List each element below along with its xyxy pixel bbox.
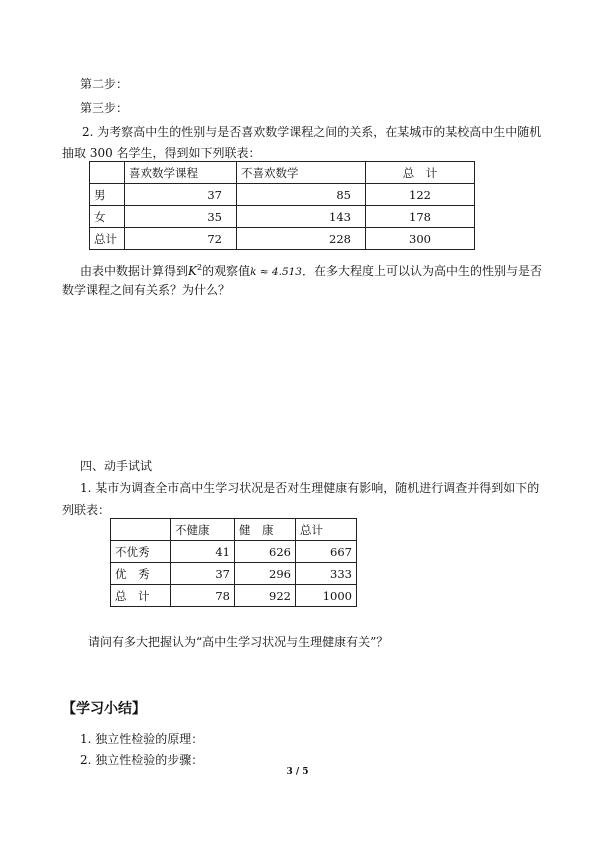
- gender-math-contingency-table: [89, 161, 475, 250]
- table-cell: 72: [125, 228, 237, 250]
- table-cell: 女: [90, 206, 125, 228]
- table-header-cell: 不喜欢数学: [237, 162, 366, 184]
- table-cell: 35: [125, 206, 237, 228]
- table-cell: 1000: [296, 585, 357, 607]
- study-health-contingency-table: [110, 518, 357, 607]
- table-row: [90, 184, 475, 206]
- question-2-line-1: 2. 为考察高中生的性别与是否喜欢数学课程之间的关系，在某城市的某校高中生中随机: [82, 125, 542, 139]
- k-squared-symbol: K: [188, 264, 197, 278]
- table-cell: 优 秀: [111, 563, 171, 585]
- table-cell: 37: [171, 563, 235, 585]
- table-header-cell: 总 计: [366, 162, 475, 184]
- table-cell: 37: [125, 184, 237, 206]
- k-observed-value: k ≈ 4.513: [250, 266, 302, 278]
- table-row: [111, 585, 357, 607]
- table-cell: 296: [235, 563, 296, 585]
- question-2-line-3: [80, 260, 542, 280]
- table-cell: 总 计: [111, 585, 171, 607]
- table-cell: 122: [366, 184, 475, 206]
- summary-item-2: 2. 独立性检验的步骤：: [80, 753, 204, 767]
- step-two-label: 第二步：: [80, 77, 129, 91]
- section-4-title: 四、动手试试: [80, 459, 153, 473]
- table-cell: 922: [235, 585, 296, 607]
- practice-question-text: 请问有多大把握认为“高中生学习状况与生理健康有关”？: [88, 635, 389, 649]
- table-row: [90, 206, 475, 228]
- table-cell: 300: [366, 228, 475, 250]
- table-header-row: [90, 162, 475, 184]
- table-header-cell: [111, 519, 171, 541]
- table-row: [111, 563, 357, 585]
- table-cell: 626: [235, 541, 296, 563]
- table-header-cell: 总计: [296, 519, 357, 541]
- table-row: [111, 541, 357, 563]
- question-2-text-a: 由表中数据计算得到: [80, 264, 189, 278]
- table-header-cell: 不健康: [171, 519, 235, 541]
- summary-item-1: 1. 独立性检验的原理：: [80, 732, 204, 746]
- question-2-line-4: 数学课程之间有关系？为什么？: [62, 283, 231, 297]
- question-2-text-b: 的观察值: [202, 264, 251, 278]
- table-cell: 男: [90, 184, 125, 206]
- table-cell: 41: [171, 541, 235, 563]
- table-cell: 667: [296, 541, 357, 563]
- table-cell: 228: [237, 228, 366, 250]
- table-cell: 78: [171, 585, 235, 607]
- table-row: [90, 228, 475, 250]
- practice-question-1-line-1: 1. 某市为调查全市高中生学习状况是否对生理健康有影响，随机进行调查并得到如下的: [80, 481, 540, 495]
- table-header-cell: 健 康: [235, 519, 296, 541]
- table-header-cell: [90, 162, 125, 184]
- table-cell: 143: [237, 206, 366, 228]
- table-cell: 85: [237, 184, 366, 206]
- table-header-row: [111, 519, 357, 541]
- practice-question-1-line-2: 列联表：: [62, 503, 111, 517]
- table-cell: 333: [296, 563, 357, 585]
- table-cell: 178: [366, 206, 475, 228]
- k-squared-exponent: 2: [196, 263, 203, 272]
- table-cell: 总计: [90, 228, 125, 250]
- step-three-label: 第三步：: [80, 101, 129, 115]
- question-2-line-2: 抽取 300 名学生，得到如下列联表：: [62, 146, 261, 160]
- question-2-text-c: ．在多大程度上可以认为高中生的性别与是否: [302, 264, 543, 278]
- table-cell: 不优秀: [111, 541, 171, 563]
- page-number: 3 / 5: [286, 767, 309, 777]
- summary-title: 【学习小结】: [62, 701, 146, 717]
- table-header-cell: 喜欢数学课程: [125, 162, 237, 184]
